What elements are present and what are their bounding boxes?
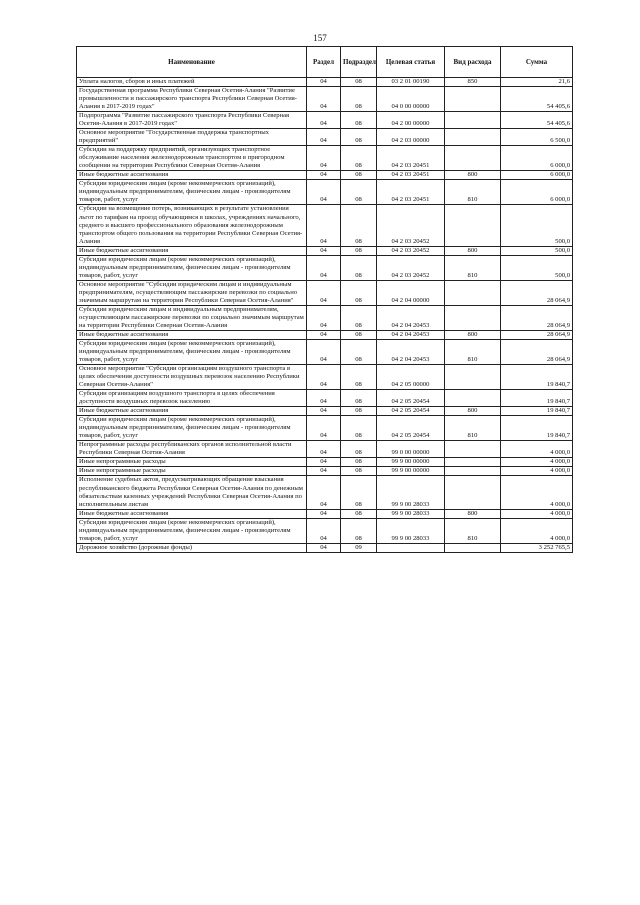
cell-target: 04 2 03 20451 bbox=[377, 180, 445, 205]
cell-section: 04 bbox=[307, 205, 341, 246]
table-row bbox=[77, 390, 573, 407]
table-header-row bbox=[77, 47, 573, 78]
table-row bbox=[77, 255, 573, 280]
cell-subsection: 08 bbox=[341, 330, 377, 339]
budget-table bbox=[76, 46, 573, 553]
cell-subsection: 08 bbox=[341, 146, 377, 171]
cell-section: 04 bbox=[307, 416, 341, 441]
cell-name: Иные бюджетные ассигнования bbox=[77, 171, 307, 180]
cell-name: Государственная программа Республики Северная Осетия-Алания "Развитие промышленности и пассажирского транспорта Республики Северная Осетия-Алания в 2017-2019 годах" bbox=[77, 87, 307, 112]
cell-target: 04 0 00 00000 bbox=[377, 87, 445, 112]
cell-amount: 54 405,6 bbox=[501, 112, 573, 129]
cell-expense-type: 800 bbox=[445, 407, 501, 416]
table-row bbox=[77, 476, 573, 509]
cell-name: Дорожное хозяйство (дорожные фонды) bbox=[77, 543, 307, 552]
cell-name: Субсидии юридическим лицам (кроме некоммерческих организаций), индивидуальным предпринимателям, физическим лицам - производителям товаров, работ, услуг bbox=[77, 518, 307, 543]
cell-name: Основное мероприятие "Государственная поддержка транспортных предприятий" bbox=[77, 129, 307, 146]
cell-section: 04 bbox=[307, 509, 341, 518]
cell-section: 04 bbox=[307, 407, 341, 416]
cell-expense-type: 810 bbox=[445, 416, 501, 441]
cell-amount: 6 000,0 bbox=[501, 146, 573, 171]
table-row bbox=[77, 129, 573, 146]
cell-section: 04 bbox=[307, 441, 341, 458]
cell-target: 99 9 00 28033 bbox=[377, 518, 445, 543]
cell-target: 04 2 03 20452 bbox=[377, 205, 445, 246]
cell-expense-type: 800 bbox=[445, 330, 501, 339]
cell-amount: 19 840,7 bbox=[501, 407, 573, 416]
cell-subsection: 08 bbox=[341, 407, 377, 416]
cell-section: 04 bbox=[307, 543, 341, 552]
table-row bbox=[77, 365, 573, 390]
cell-name: Иные непрограммные расходы bbox=[77, 458, 307, 467]
cell-name: Непрограммные расходы республиканских органов исполнительной власти Республики Северная Осетия-Алания bbox=[77, 441, 307, 458]
cell-subsection: 08 bbox=[341, 518, 377, 543]
cell-amount: 28 064,9 bbox=[501, 305, 573, 330]
cell-amount: 500,0 bbox=[501, 255, 573, 280]
cell-amount: 4 000,0 bbox=[501, 509, 573, 518]
table-body bbox=[77, 78, 573, 553]
cell-target: 04 2 03 20452 bbox=[377, 246, 445, 255]
cell-amount: 19 840,7 bbox=[501, 416, 573, 441]
cell-name: Субсидии организациям воздушного транспорта в целях обеспечения доступности воздушных перевозок населению bbox=[77, 390, 307, 407]
cell-section: 04 bbox=[307, 180, 341, 205]
cell-expense-type bbox=[445, 365, 501, 390]
cell-target: 04 2 05 00000 bbox=[377, 365, 445, 390]
cell-name: Субсидии юридическим лицам (кроме некоммерческих организаций), индивидуальным предпринимателям, физическим лицам - производителям товаров, работ, услуг bbox=[77, 255, 307, 280]
table-row bbox=[77, 78, 573, 87]
cell-target: 99 9 00 28033 bbox=[377, 509, 445, 518]
table-row bbox=[77, 407, 573, 416]
cell-amount: 21,6 bbox=[501, 78, 573, 87]
table-row bbox=[77, 180, 573, 205]
cell-target: 04 2 03 20452 bbox=[377, 255, 445, 280]
cell-subsection: 08 bbox=[341, 365, 377, 390]
cell-target: 04 2 03 00000 bbox=[377, 129, 445, 146]
table-row bbox=[77, 467, 573, 476]
cell-subsection: 08 bbox=[341, 509, 377, 518]
cell-subsection: 08 bbox=[341, 78, 377, 87]
cell-amount: 500,0 bbox=[501, 246, 573, 255]
cell-name: Иные бюджетные ассигнования bbox=[77, 509, 307, 518]
cell-target: 04 2 05 20454 bbox=[377, 416, 445, 441]
cell-expense-type bbox=[445, 390, 501, 407]
page-number: 157 bbox=[313, 33, 327, 43]
table-row bbox=[77, 280, 573, 305]
cell-amount: 4 000,0 bbox=[501, 476, 573, 509]
cell-expense-type bbox=[445, 543, 501, 552]
cell-expense-type: 810 bbox=[445, 339, 501, 364]
cell-section: 04 bbox=[307, 458, 341, 467]
table-row bbox=[77, 458, 573, 467]
cell-amount: 6 500,0 bbox=[501, 129, 573, 146]
cell-subsection: 08 bbox=[341, 205, 377, 246]
cell-name: Субсидии юридическим лицам (кроме некоммерческих организаций), индивидуальным предпринимателям, физическим лицам - производителям товаров, работ, услуг bbox=[77, 339, 307, 364]
cell-subsection: 08 bbox=[341, 171, 377, 180]
cell-amount: 54 405,6 bbox=[501, 87, 573, 112]
cell-subsection: 08 bbox=[341, 280, 377, 305]
cell-target: 99 9 00 00000 bbox=[377, 467, 445, 476]
cell-subsection: 08 bbox=[341, 339, 377, 364]
cell-expense-type bbox=[445, 146, 501, 171]
cell-section: 04 bbox=[307, 365, 341, 390]
cell-name: Основное мероприятие "Субсидии юридическим лицам и индивидуальным предпринимателям, осуществляющим пассажирские перевозки по социально значимым маршрутам на территории Республики Северная Осетия-Алания" bbox=[77, 280, 307, 305]
cell-subsection: 08 bbox=[341, 255, 377, 280]
table-row bbox=[77, 146, 573, 171]
cell-expense-type: 800 bbox=[445, 246, 501, 255]
cell-expense-type: 810 bbox=[445, 518, 501, 543]
cell-expense-type: 810 bbox=[445, 255, 501, 280]
table-row bbox=[77, 305, 573, 330]
cell-target: 04 2 03 20451 bbox=[377, 146, 445, 171]
cell-section: 04 bbox=[307, 246, 341, 255]
cell-name: Иные бюджетные ассигнования bbox=[77, 246, 307, 255]
cell-expense-type bbox=[445, 305, 501, 330]
cell-target: 04 2 04 20453 bbox=[377, 339, 445, 364]
cell-name: Субсидии на возмещение потерь, возникающих в результате установления льгот по тарифам на проезд обучающимся в школах, учреждениях начального, среднего и высшего профессионального образования железнодорожным транспортом общего пользования на территории Республики Северная Осетия-Алания bbox=[77, 205, 307, 246]
cell-target: 99 9 00 00000 bbox=[377, 458, 445, 467]
cell-subsection: 08 bbox=[341, 390, 377, 407]
table-row bbox=[77, 543, 573, 552]
cell-expense-type bbox=[445, 441, 501, 458]
cell-name: Иные бюджетные ассигнования bbox=[77, 330, 307, 339]
table-row bbox=[77, 416, 573, 441]
cell-expense-type bbox=[445, 112, 501, 129]
cell-subsection: 08 bbox=[341, 305, 377, 330]
header-target: Целевая статья bbox=[377, 47, 445, 78]
cell-subsection: 08 bbox=[341, 476, 377, 509]
cell-subsection: 08 bbox=[341, 180, 377, 205]
cell-target: 99 0 00 00000 bbox=[377, 441, 445, 458]
header-amount: Сумма bbox=[501, 47, 573, 78]
cell-expense-type bbox=[445, 87, 501, 112]
cell-amount: 19 840,7 bbox=[501, 365, 573, 390]
table-row bbox=[77, 441, 573, 458]
cell-subsection: 08 bbox=[341, 246, 377, 255]
table-row bbox=[77, 246, 573, 255]
cell-amount: 4 000,0 bbox=[501, 441, 573, 458]
cell-section: 04 bbox=[307, 146, 341, 171]
cell-section: 04 bbox=[307, 390, 341, 407]
cell-subsection: 08 bbox=[341, 467, 377, 476]
cell-section: 04 bbox=[307, 112, 341, 129]
cell-amount: 28 064,9 bbox=[501, 330, 573, 339]
cell-section: 04 bbox=[307, 171, 341, 180]
cell-amount: 3 252 765,5 bbox=[501, 543, 573, 552]
cell-section: 04 bbox=[307, 78, 341, 87]
cell-expense-type: 850 bbox=[445, 78, 501, 87]
cell-subsection: 08 bbox=[341, 129, 377, 146]
cell-amount: 4 000,0 bbox=[501, 458, 573, 467]
cell-target: 99 9 00 28033 bbox=[377, 476, 445, 509]
cell-subsection: 08 bbox=[341, 112, 377, 129]
table-row bbox=[77, 509, 573, 518]
cell-expense-type: 810 bbox=[445, 180, 501, 205]
cell-amount: 28 064,9 bbox=[501, 339, 573, 364]
cell-section: 04 bbox=[307, 255, 341, 280]
cell-name: Иные бюджетные ассигнования bbox=[77, 407, 307, 416]
cell-name: Субсидии на поддержку предприятий, организующих транспортное обслуживание населения железнодорожным транспортом в пригородном сообщении на территории Республики Северная Осетия-Алания bbox=[77, 146, 307, 171]
cell-section: 04 bbox=[307, 476, 341, 509]
cell-expense-type: 800 bbox=[445, 171, 501, 180]
table-row bbox=[77, 518, 573, 543]
header-expense-type: Вид расхода bbox=[445, 47, 501, 78]
cell-target: 04 2 05 20454 bbox=[377, 390, 445, 407]
cell-section: 04 bbox=[307, 305, 341, 330]
cell-expense-type bbox=[445, 467, 501, 476]
cell-amount: 28 064,9 bbox=[501, 280, 573, 305]
cell-name: Основное мероприятие "Субсидии организациям воздушного транспорта в целях обеспечения доступности воздушных перевозок населению Республики Северная Осетия-Алания" bbox=[77, 365, 307, 390]
cell-amount: 19 840,7 bbox=[501, 390, 573, 407]
cell-name: Иные непрограммные расходы bbox=[77, 467, 307, 476]
cell-target: 04 2 04 20453 bbox=[377, 330, 445, 339]
cell-target: 04 2 00 00000 bbox=[377, 112, 445, 129]
cell-target: 04 2 05 20454 bbox=[377, 407, 445, 416]
cell-expense-type bbox=[445, 129, 501, 146]
table-row bbox=[77, 330, 573, 339]
header-section: Раздел bbox=[307, 47, 341, 78]
cell-name: Субсидии юридическим лицам (кроме некоммерческих организаций), индивидуальным предпринимателям, физическим лицам - производителям товаров, работ, услуг bbox=[77, 180, 307, 205]
cell-section: 04 bbox=[307, 330, 341, 339]
cell-section: 04 bbox=[307, 129, 341, 146]
cell-expense-type bbox=[445, 476, 501, 509]
cell-expense-type bbox=[445, 458, 501, 467]
cell-name: Субсидии юридическим лицам (кроме некоммерческих организаций), индивидуальным предпринимателям, физическим лицам - производителям товаров, работ, услуг bbox=[77, 416, 307, 441]
cell-subsection: 09 bbox=[341, 543, 377, 552]
cell-amount: 4 000,0 bbox=[501, 467, 573, 476]
table-row bbox=[77, 205, 573, 246]
cell-section: 04 bbox=[307, 339, 341, 364]
cell-subsection: 08 bbox=[341, 458, 377, 467]
cell-subsection: 08 bbox=[341, 416, 377, 441]
cell-expense-type: 800 bbox=[445, 509, 501, 518]
cell-target bbox=[377, 543, 445, 552]
cell-target: 03 2 01 00190 bbox=[377, 78, 445, 87]
cell-section: 04 bbox=[307, 467, 341, 476]
cell-expense-type bbox=[445, 205, 501, 246]
cell-subsection: 08 bbox=[341, 87, 377, 112]
cell-name: Субсидии юридическим лицам и индивидуальным предпринимателям, осуществляющим пассажирские перевозки по социально значимым маршрутам на территории Республики Северная Осетия-Алания bbox=[77, 305, 307, 330]
cell-section: 04 bbox=[307, 280, 341, 305]
header-subsection: Подраздел bbox=[341, 47, 377, 78]
table-row bbox=[77, 112, 573, 129]
cell-amount: 6 000,0 bbox=[501, 171, 573, 180]
cell-amount: 4 000,0 bbox=[501, 518, 573, 543]
table-row bbox=[77, 339, 573, 364]
table-row bbox=[77, 171, 573, 180]
cell-amount: 500,0 bbox=[501, 205, 573, 246]
cell-target: 04 2 04 00000 bbox=[377, 280, 445, 305]
cell-name: Подпрограмма "Развитие пассажирского транспорта Республики Северная Осетия-Алания в 2017-2019 годах" bbox=[77, 112, 307, 129]
cell-subsection: 08 bbox=[341, 441, 377, 458]
cell-section: 04 bbox=[307, 87, 341, 112]
cell-expense-type bbox=[445, 280, 501, 305]
cell-name: Уплата налогов, сборов и иных платежей bbox=[77, 78, 307, 87]
header-name: Наименование bbox=[77, 47, 307, 78]
cell-target: 04 2 04 20453 bbox=[377, 305, 445, 330]
cell-name: Исполнение судебных актов, предусматривающих обращение взыскания республиканского бюджета Республики Северная Осетия-Алания по денежным обязательствам казенных учреждений Республики Северная Осетия-Алания по исполнительным листам bbox=[77, 476, 307, 509]
cell-target: 04 2 03 20451 bbox=[377, 171, 445, 180]
table-row bbox=[77, 87, 573, 112]
cell-section: 04 bbox=[307, 518, 341, 543]
cell-amount: 6 000,0 bbox=[501, 180, 573, 205]
